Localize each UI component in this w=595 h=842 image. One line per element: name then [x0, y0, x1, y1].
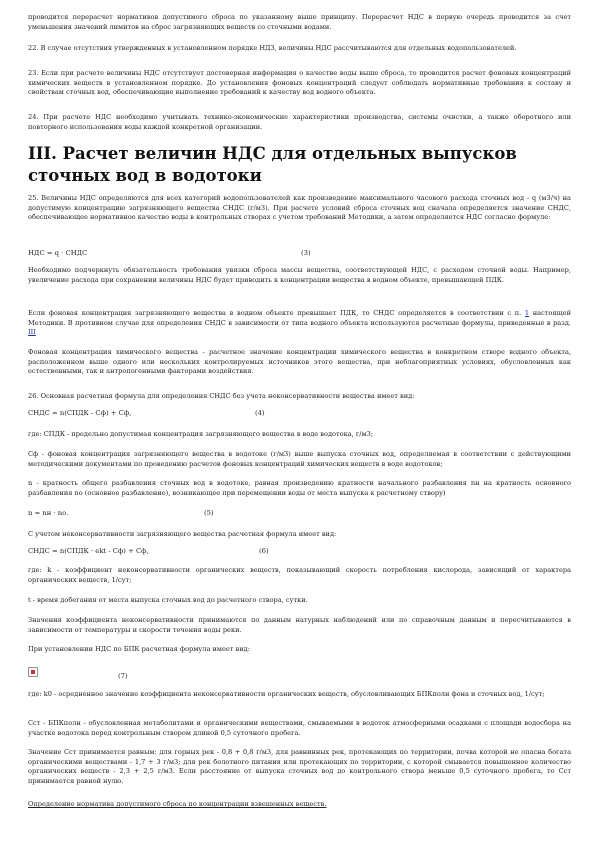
formula-4: СНДС = n(СПДК - Сф) + Сф, (4): [28, 409, 265, 417]
broken-image-icon: [28, 667, 38, 677]
link-section-iii[interactable]: III: [28, 328, 36, 337]
formula-number: (4): [255, 409, 265, 417]
paragraph: Фоновая концентрация химического вещества - расчетное значение концентрации химического вещества в конкретном створе водного объекта, расположенном выше одного или нескольких контролируемых источников этого вещества, при неблагоприятных условиях, обусловленных как естественными, так и антропогенными факторами воздействия.: [28, 348, 571, 376]
paragraph: где: k - коэффициент неконсервативности органических веществ, показывающий скорость потребления кислорода, зависящий от характера органических веществ, 1/сут;: [28, 566, 571, 584]
formula-number: (7): [118, 672, 128, 680]
formula-number: (6): [259, 547, 269, 555]
paragraph: Значения коэффициента неконсервативности принимаются по данным натурных наблюдений или по справочным данным и пересчитываются в зависимости от температуры и скорости течения воды реки.: [28, 616, 571, 634]
paragraph: Сст - БПКполн - обусловленная метаболитами и органическими веществами, смываемыми в водоток атмосферными осадками с площади водосбора на участке водотока перед контрольным створом длиной 0,5 суточного пробега.: [28, 719, 571, 737]
paragraph: t - время добегания от места выпуска сточных вод до расчетного створа, сутки.: [28, 596, 308, 604]
paragraph-24: 24. При расчете НДС необходимо учитывать технико-экономические характеристики производства, системы очистки, а также оборотного или повторного использования воды каждой конкретной организации.: [28, 113, 571, 131]
formula-number: (3): [301, 249, 311, 257]
paragraph-23: 23. Если при расчете величины НДС отсутствует достоверная информация о качестве воды выше сброса, то проводится расчет фоновых концентраций химических веществ в установленном порядке. До установления фоновых концентраций следует соблюдать нормативные требования к составу и свойствам сточных вод, обеспечивающие выполнение требований к качеству вод водного объекта.: [28, 69, 571, 97]
section-heading: III. Расчет величин НДС для отдельных выпусков сточных вод в водотоки: [28, 144, 517, 185]
paragraph: Определение норматива допустимого сброса по концентрации взвешенных веществ.: [28, 800, 327, 808]
link-point-1[interactable]: 1: [524, 309, 530, 317]
paragraph: n - кратность общего разбавления сточных вод в водотоке, равная произведению кратности начального разбавления nн на кратность основного разбавления nо (основное разбавление), возникающее при перемещении воды от места выпуска к расчетному створу): [28, 479, 571, 497]
formula-6: СНДС = n(СПДК · еkt - Сф) + Сф, (6): [28, 547, 269, 555]
formula-number: (5): [204, 509, 214, 517]
paragraph: где: СПДК - предельно допустимая концентрация загрязняющего вещества в воде водотока, г/м3;: [28, 430, 374, 438]
formula-5: n = nн · nо. (5): [28, 509, 214, 517]
paragraph-22: 22. В случае отсутствия утвержденных в установленном порядке НДЗ, величины НДС рассчитываются для отдельных водопользователей.: [28, 44, 517, 52]
paragraph: где: k0 - осредненное значение коэффициента неконсервативности органических веществ, обусловливающих БПКполн фона и сточных вод, 1/сут;: [28, 690, 545, 698]
paragraph: проводится перерасчет нормативов допустимого сброса по указанному выше принципу. Перерасчет НДС в первую очередь проводится за счет уменьшения значений лимитов на сброс загрязняющих веществ со сточными водами.: [28, 13, 571, 31]
paragraph: Сф - фоновая концентрация загрязняющего вещества в водотоке (г/м3) выше выпуска сточных вод, определяемая в соответствии с действующими методическими документами по проведению расчетов фоновых концентраций химических веществ в воде водотоков;: [28, 450, 571, 468]
paragraph: Если фоновая концентрация загрязняющего вещества в водном объекте превышает ПДК, то СНДС определяется в соответствии с п. 1 настоящей Методики. В противном случае для определения СНДС в зависимости от типа водного объекта используются расчетные формулы, приведенные в разд. III: [28, 309, 571, 337]
paragraph: Значение Сст принимается равным: для горных рек - 0,8 + 0,8 г/м3, для равнинных рек, протекающих по территории, почва которой не опасна богата органическими веществами - 1,7 + 3 г/м3; для рек болотного питания или протекающих по территории, с которой смывается повышенное количество органических веществ - 2,3 + 2,5 г/м3. Если расстояние от выпуска сточных вод до контрольного створа меньше 0,5 суточного пробега, то Сст принимается равной нулю.: [28, 748, 571, 785]
paragraph: Необходимо подчеркнуть обязательность требования увязки сброса массы вещества, соответствующей НДС, с расходом сточной воды. Например, увеличение расхода при сохранении величины НДС будет приводить к концентрации вещества в водном объекте, превышающей ПДК.: [28, 266, 571, 284]
paragraph: При установлении НДС по БПК расчетная формула имеет вид:: [28, 645, 250, 653]
paragraph-25: 25. Величины НДС определяются для всех категорий водопользователей как произведение максимального часового расхода сточных вод - q (м3/ч) на допустимую концентрацию загрязняющего вещества СНДС (г/м3). При расчете условий сброса сточных вод сначала определяется значение СНДС, обеспечивающее нормативное качество воды в контрольных створах с учетом требований Методики, а затем определяется НДС согласно формуле:: [28, 194, 571, 222]
formula-3: НДС = q · СНДС (3): [28, 249, 311, 257]
formula-7: [28, 667, 148, 679]
paragraph: С учетом неконсервативности загрязняющего вещества расчетная формула имеет вид:: [28, 530, 337, 538]
paragraph-26: 26. Основная расчетная формула для определения СНДС без учета неконсервативности вещества имеет вид:: [28, 392, 415, 400]
